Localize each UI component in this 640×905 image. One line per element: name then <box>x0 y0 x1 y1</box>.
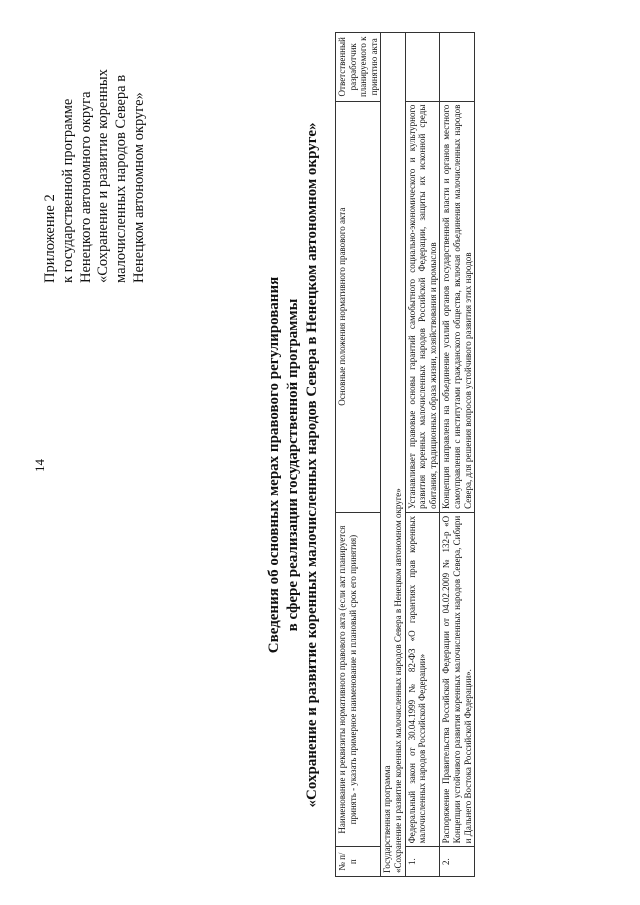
title-line-1: Сведения об основных мерах правового регулирования <box>266 276 282 654</box>
act-provisions-cell: Устанавливает правовые основы гарантий самобытного социально-экономического и культурного развития коренных малочисленных народов Российской Федерации, защиты их исконной среды обитания, традиционных образа жизни, хозяйствования и промыслов <box>405 101 440 512</box>
section-line-1: Государственная программа <box>382 765 393 873</box>
row-num: 1. <box>405 847 440 877</box>
appendix-line: «Сохранение и развитие коренных <box>95 69 112 283</box>
header-provisions: Основные положения нормативного правового акта <box>336 101 381 512</box>
program-section-row <box>381 33 405 877</box>
responsible-cell <box>405 33 440 102</box>
program-section-cell <box>381 33 405 877</box>
row-num: 2. <box>440 847 475 877</box>
appendix-line: Ненецком автономном округе» <box>130 92 147 283</box>
title-line-2: в сфере реализации государственной программы <box>285 298 301 632</box>
table-row <box>405 33 440 877</box>
section-line-2: «Сохранение и развитие коренных малочисленных народов Севера в Ненецком автономном округе» <box>392 488 403 873</box>
appendix-line: Ненецкого автономного округа <box>77 91 94 283</box>
legal-acts-table <box>335 32 475 877</box>
table-header-row <box>336 33 381 877</box>
appendix-line: к государственной программе <box>59 98 76 283</box>
header-responsible: Ответственный разработчик планируемого к принятию акта <box>336 33 381 102</box>
act-name-cell: Распоряжение Правительства Российской Федерации от 04.02.2009 № 132-р «О Концепции устойчивого развития коренных малочисленных народов Севера, Сибири и Дальнего Востока Российской Федерации». <box>440 512 475 847</box>
responsible-cell <box>440 33 475 102</box>
appendix-line: Приложение 2 <box>42 194 58 283</box>
act-name-cell: Федеральный закон от 30.04.1999 № 82-ФЗ «О гарантиях прав коренных малочисленных народов Российской Федерации» <box>405 512 440 847</box>
document-title <box>265 85 322 845</box>
title-line-3: «Сохранение и развитие коренных малочисленных народов Севера в Ненецком автономном округе» <box>304 122 320 808</box>
act-provisions-cell: Концепция направлена на объединение усилий органов государственной власти и органов местного самоуправления с институтами гражданского общества, включая объединения малочисленных народов Севера, для решения вопросов устойчивого развития этих народов <box>440 101 475 512</box>
header-num: № п/п <box>336 847 381 877</box>
appendix-caption <box>42 8 149 283</box>
header-act-name: Наименование и реквизиты нормативного правового акта (если акт планируется принять - указать примерное наименование и плановый срок его принятия) <box>336 512 381 847</box>
table-row <box>440 33 475 877</box>
appendix-line: малочисленных народов Севера в <box>113 74 130 283</box>
page-number: 14 <box>32 459 47 472</box>
